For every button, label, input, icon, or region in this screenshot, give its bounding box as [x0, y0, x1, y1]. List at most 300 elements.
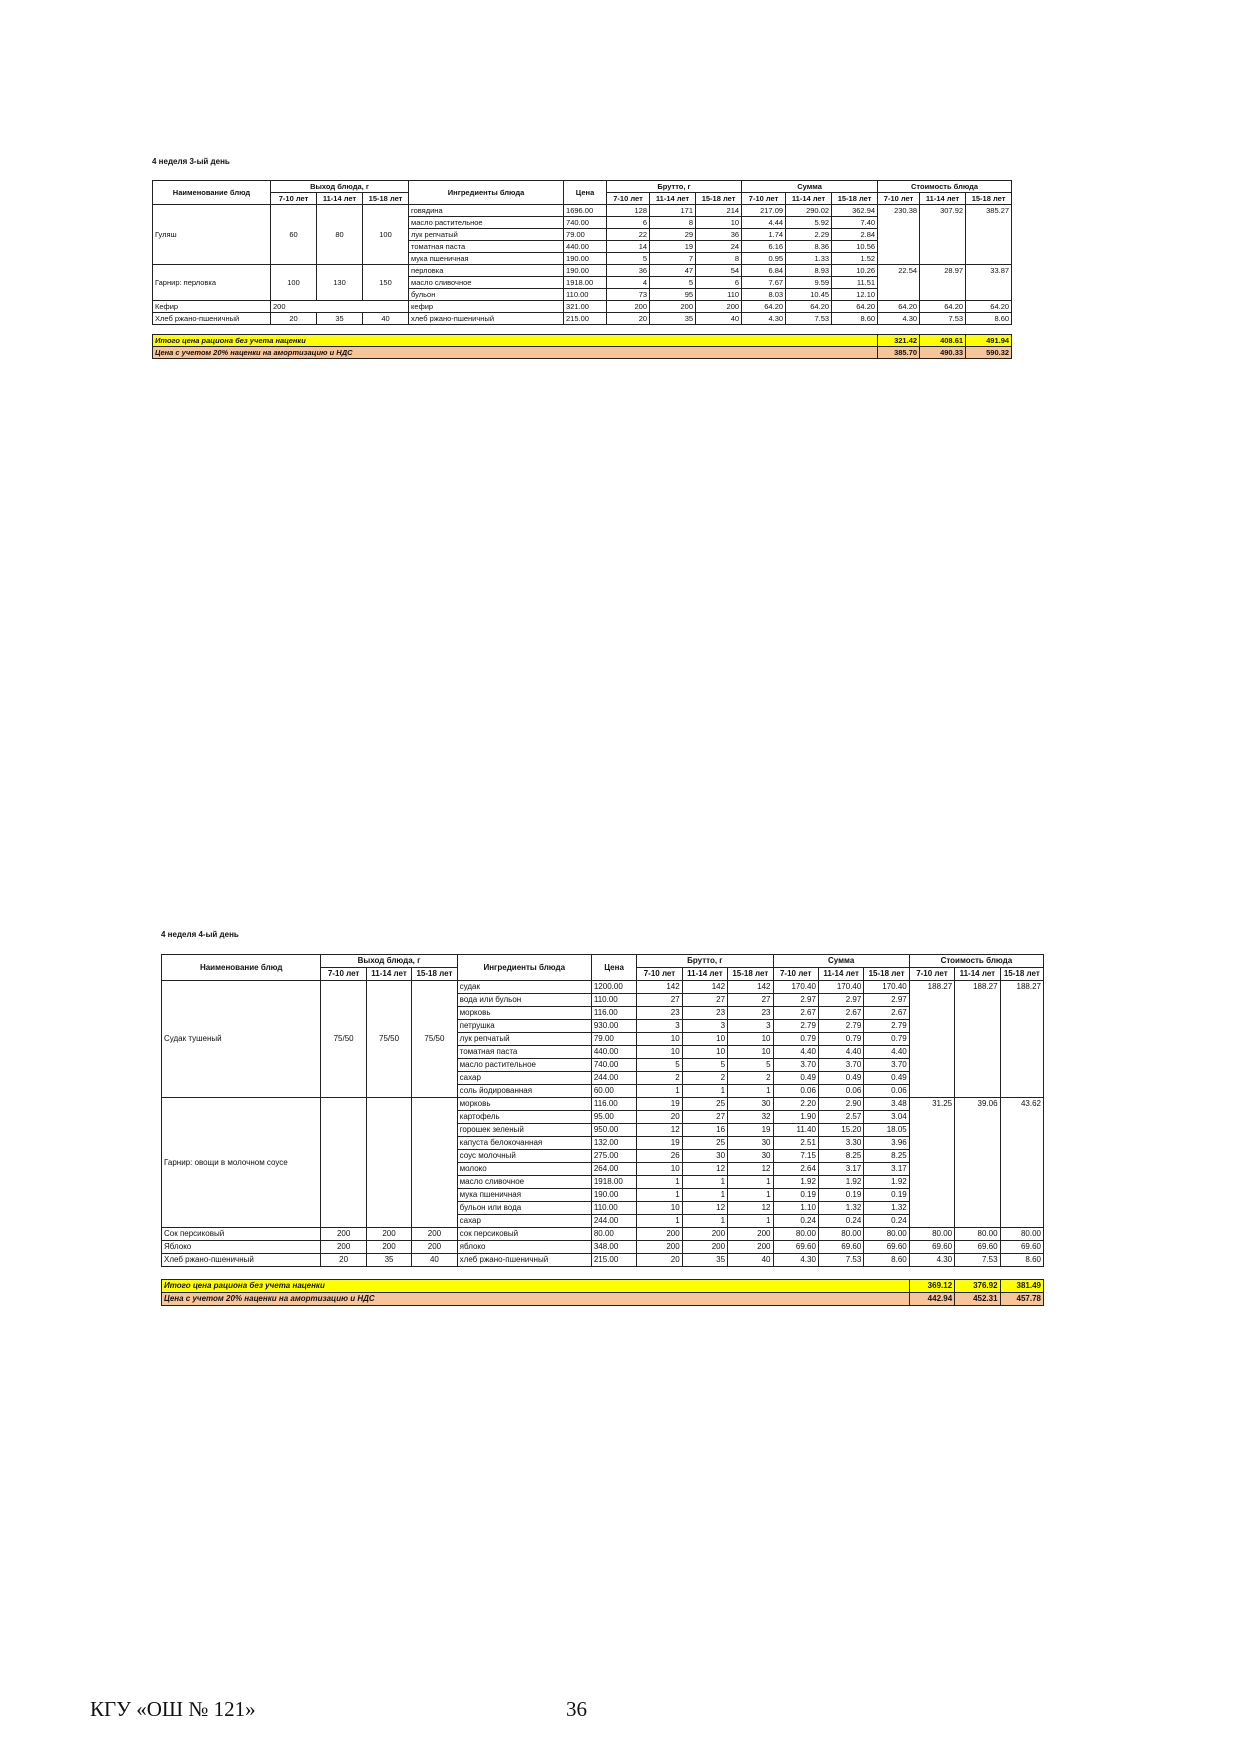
dish-cost-empty [955, 1085, 1000, 1098]
dish-cost-empty [1000, 1137, 1043, 1150]
ingredient-brutto: 200 [682, 1241, 727, 1254]
dish-cost-empty [1000, 1163, 1043, 1176]
table-row [153, 205, 1012, 217]
ingredient-brutto: 16 [682, 1124, 727, 1137]
ingredient-name: кефир [409, 301, 564, 313]
dish-cost: 31.25 [909, 1098, 954, 1111]
ingredient-brutto: 142 [682, 981, 727, 994]
table-row [153, 313, 1012, 325]
ingredient-brutto: 8 [650, 217, 696, 229]
ingredient-sum: 7.40 [832, 217, 878, 229]
ingredient-brutto: 30 [728, 1150, 773, 1163]
ingredient-sum: 3.70 [864, 1059, 909, 1072]
ingredient-price: 110.00 [591, 1202, 636, 1215]
ingredient-sum: 69.60 [773, 1241, 818, 1254]
ingredient-brutto: 5 [728, 1059, 773, 1072]
ingredient-brutto: 5 [607, 253, 650, 265]
total-value: 381.49 [1000, 1280, 1043, 1293]
dish-cost-empty [909, 1072, 954, 1085]
dish-cost: 307.92 [920, 205, 966, 217]
ingredient-brutto: 171 [650, 205, 696, 217]
header-brutto: Брутто, г [637, 955, 773, 968]
dish-output: 20 [321, 1254, 366, 1267]
ingredient-sum: 1.92 [818, 1176, 863, 1189]
table-row [162, 1241, 1044, 1254]
ingredient-price: 190.00 [564, 265, 607, 277]
ingredient-brutto: 32 [728, 1111, 773, 1124]
ingredient-brutto: 3 [728, 1020, 773, 1033]
ingredient-name: масло растительное [457, 1059, 591, 1072]
ingredient-brutto: 10 [637, 1163, 682, 1176]
ingredient-price: 116.00 [591, 1007, 636, 1020]
ingredient-brutto: 30 [728, 1137, 773, 1150]
header-age: 7-10 лет [271, 193, 317, 205]
ingredient-brutto: 1 [728, 1215, 773, 1228]
ingredient-brutto: 142 [637, 981, 682, 994]
ingredient-brutto: 27 [682, 1111, 727, 1124]
ingredient-sum: 64.20 [832, 301, 878, 313]
header-age: 15-18 лет [728, 968, 773, 981]
dish-cost-empty [909, 1163, 954, 1176]
dish-output: 80 [317, 205, 363, 265]
ingredient-sum: 290.02 [786, 205, 832, 217]
ingredient-price: 740.00 [564, 217, 607, 229]
dish-cost-empty [1000, 994, 1043, 1007]
ingredient-brutto: 1 [637, 1085, 682, 1098]
ingredient-sum: 1.32 [864, 1202, 909, 1215]
dish-cost: 28.97 [920, 265, 966, 277]
dish-cost-empty [878, 241, 920, 253]
dish-cost-empty [955, 1072, 1000, 1085]
ingredient-sum: 0.06 [818, 1085, 863, 1098]
ingredient-name: томатная паста [457, 1046, 591, 1059]
header-age: 11-14 лет [366, 968, 411, 981]
ingredient-brutto: 47 [650, 265, 696, 277]
header-age: 15-18 лет [1000, 968, 1043, 981]
dish-cost-empty [909, 994, 954, 1007]
ingredient-sum: 0.06 [773, 1085, 818, 1098]
ingredient-sum: 3.17 [818, 1163, 863, 1176]
ingredient-sum: 1.90 [773, 1111, 818, 1124]
ingredient-name: масло растительное [409, 217, 564, 229]
ingredient-name: томатная паста [409, 241, 564, 253]
ingredient-sum: 12.10 [832, 289, 878, 301]
dish-cost-empty [966, 253, 1012, 265]
dish-cost: 80.00 [955, 1228, 1000, 1241]
ingredient-brutto: 1 [637, 1189, 682, 1202]
ingredient-name: бульон или вода [457, 1202, 591, 1215]
ingredient-sum: 2.67 [818, 1007, 863, 1020]
ingredient-sum: 0.24 [864, 1215, 909, 1228]
dish-name: Гарнир: перловка [153, 265, 271, 301]
ingredient-price: 215.00 [591, 1254, 636, 1267]
dish-name: Гуляш [153, 205, 271, 265]
ingredient-sum: 0.19 [864, 1189, 909, 1202]
dish-cost: 7.53 [955, 1254, 1000, 1267]
dish-output: 200 [366, 1228, 411, 1241]
ingredient-brutto: 110 [696, 289, 742, 301]
dish-cost: 188.27 [955, 981, 1000, 994]
total-value: 408.61 [920, 335, 966, 347]
dish-output: 75/50 [412, 981, 457, 1098]
ingredient-price: 215.00 [564, 313, 607, 325]
ingredient-brutto: 19 [637, 1098, 682, 1111]
dish-name: Кефир [153, 301, 271, 313]
ingredient-brutto: 200 [728, 1241, 773, 1254]
ingredient-price: 1918.00 [591, 1176, 636, 1189]
ingredient-price: 60.00 [591, 1085, 636, 1098]
ingredient-brutto: 10 [728, 1033, 773, 1046]
ingredient-name: петрушка [457, 1020, 591, 1033]
total-value: 376.92 [955, 1280, 1000, 1293]
header-age: 15-18 лет [696, 193, 742, 205]
ingredient-sum: 170.40 [818, 981, 863, 994]
ingredient-sum: 0.49 [773, 1072, 818, 1085]
table-row [162, 1098, 1044, 1111]
total-value: 490.33 [920, 347, 966, 359]
ingredient-brutto: 214 [696, 205, 742, 217]
header-age: 15-18 лет [832, 193, 878, 205]
header-age: 7-10 лет [607, 193, 650, 205]
dish-cost-empty [1000, 1085, 1043, 1098]
ingredient-price: 116.00 [591, 1098, 636, 1111]
ingredient-brutto: 10 [696, 217, 742, 229]
ingredient-brutto: 4 [607, 277, 650, 289]
ingredient-sum: 3.70 [818, 1059, 863, 1072]
ingredient-price: 930.00 [591, 1020, 636, 1033]
header-age: 7-10 лет [909, 968, 954, 981]
dish-cost: 385.27 [966, 205, 1012, 217]
ingredient-brutto: 30 [728, 1098, 773, 1111]
dish-cost: 188.27 [909, 981, 954, 994]
dish-cost-empty [955, 1007, 1000, 1020]
header-sum: Сумма [742, 181, 878, 193]
dish-cost-empty [909, 1202, 954, 1215]
dish-cost-empty [955, 1033, 1000, 1046]
dish-cost-empty [920, 217, 966, 229]
ingredient-brutto: 73 [607, 289, 650, 301]
dish-cost: 8.60 [966, 313, 1012, 325]
ingredient-brutto: 35 [650, 313, 696, 325]
total-value: 385.70 [878, 347, 920, 359]
header-age: 11-14 лет [682, 968, 727, 981]
ingredient-sum: 9.59 [786, 277, 832, 289]
ingredient-brutto: 1 [637, 1176, 682, 1189]
ingredient-name: лук репчатый [457, 1033, 591, 1046]
ingredient-brutto: 23 [728, 1007, 773, 1020]
dish-cost-empty [966, 217, 1012, 229]
ingredient-brutto: 19 [637, 1137, 682, 1150]
ingredient-sum: 4.40 [864, 1046, 909, 1059]
dish-cost-empty [920, 289, 966, 301]
header-age: 7-10 лет [637, 968, 682, 981]
ingredient-name: капуста белокочанная [457, 1137, 591, 1150]
dish-cost-empty [955, 1189, 1000, 1202]
dish-cost: 7.53 [920, 313, 966, 325]
ingredient-sum: 4.44 [742, 217, 786, 229]
ingredient-sum: 0.49 [864, 1072, 909, 1085]
ingredient-sum: 2.57 [818, 1111, 863, 1124]
ingredient-brutto: 1 [728, 1085, 773, 1098]
ingredient-sum: 217.09 [742, 205, 786, 217]
dish-cost-empty [1000, 1046, 1043, 1059]
ingredient-sum: 1.92 [864, 1176, 909, 1189]
ingredient-brutto: 5 [682, 1059, 727, 1072]
ingredient-price: 1200.00 [591, 981, 636, 994]
dish-output: 200 [321, 1241, 366, 1254]
ingredient-price: 190.00 [591, 1189, 636, 1202]
header-row [162, 955, 1044, 968]
header-age: 11-14 лет [920, 193, 966, 205]
ingredient-brutto: 29 [650, 229, 696, 241]
ingredient-brutto: 2 [637, 1072, 682, 1085]
dish-output: 200 [366, 1241, 411, 1254]
dish-cost-empty [920, 253, 966, 265]
ingredient-price: 321.00 [564, 301, 607, 313]
ingredient-sum: 7.15 [773, 1150, 818, 1163]
ingredient-brutto: 10 [637, 1046, 682, 1059]
header-age: 11-14 лет [818, 968, 863, 981]
dish-cost-empty [909, 1150, 954, 1163]
ingredient-brutto: 23 [637, 1007, 682, 1020]
ingredient-brutto: 200 [650, 301, 696, 313]
dish-cost: 80.00 [909, 1228, 954, 1241]
dish-output: 20 [271, 313, 317, 325]
ingredient-price: 95.00 [591, 1111, 636, 1124]
total-value: 369.12 [909, 1280, 954, 1293]
dish-cost: 33.87 [966, 265, 1012, 277]
dish-output: 150 [363, 265, 409, 301]
dish-cost-empty [909, 1007, 954, 1020]
ingredient-sum: 2.84 [832, 229, 878, 241]
dish-output: 40 [363, 313, 409, 325]
ingredient-brutto: 25 [682, 1098, 727, 1111]
header-age: 15-18 лет [412, 968, 457, 981]
ingredient-price: 80.00 [591, 1228, 636, 1241]
ingredient-sum: 10.56 [832, 241, 878, 253]
ingredient-sum: 10.26 [832, 265, 878, 277]
dish-output: 100 [363, 205, 409, 265]
dish-cost-empty [1000, 1124, 1043, 1137]
ingredient-name: соус молочный [457, 1150, 591, 1163]
ingredient-brutto: 142 [728, 981, 773, 994]
dish-cost: 69.60 [1000, 1241, 1043, 1254]
ingredient-price: 440.00 [591, 1046, 636, 1059]
ingredient-sum: 0.79 [773, 1033, 818, 1046]
dish-cost-empty [878, 229, 920, 241]
total-value: 590.32 [966, 347, 1012, 359]
ingredient-brutto: 12 [682, 1202, 727, 1215]
ingredient-sum: 3.96 [864, 1137, 909, 1150]
ingredient-brutto: 6 [696, 277, 742, 289]
ingredient-brutto: 19 [728, 1124, 773, 1137]
ingredient-brutto: 24 [696, 241, 742, 253]
dish-name: Сок персиковый [162, 1228, 321, 1241]
ingredient-name: перловка [409, 265, 564, 277]
total-markup-row [162, 1293, 1044, 1306]
table-row [162, 1254, 1044, 1267]
dish-cost: 8.60 [1000, 1254, 1043, 1267]
ingredient-sum: 2.97 [864, 994, 909, 1007]
dish-cost-empty [955, 1202, 1000, 1215]
ingredient-sum: 2.79 [818, 1020, 863, 1033]
ingredient-name: говядина [409, 205, 564, 217]
ingredient-sum: 2.67 [864, 1007, 909, 1020]
ingredient-brutto: 8 [696, 253, 742, 265]
ingredient-brutto: 54 [696, 265, 742, 277]
total-label: Итого цена рациона без учета наценки [153, 335, 878, 347]
ingredient-brutto: 1 [637, 1215, 682, 1228]
ingredient-sum: 3.48 [864, 1098, 909, 1111]
table-row [162, 981, 1044, 994]
header-age: 11-14 лет [786, 193, 832, 205]
ingredient-brutto: 3 [682, 1020, 727, 1033]
ingredient-sum: 8.03 [742, 289, 786, 301]
ingredient-price: 440.00 [564, 241, 607, 253]
spacer-cell [162, 1267, 1044, 1280]
ingredient-brutto: 1 [728, 1189, 773, 1202]
total-value: 452.31 [955, 1293, 1000, 1306]
dish-cost-empty [1000, 1007, 1043, 1020]
dish-cost-empty [966, 277, 1012, 289]
ingredient-price: 132.00 [591, 1137, 636, 1150]
ingredient-name: масло сливочное [409, 277, 564, 289]
dish-cost-empty [909, 1137, 954, 1150]
dish-cost-empty [955, 994, 1000, 1007]
ingredient-sum: 80.00 [818, 1228, 863, 1241]
dish-output: 200 [412, 1228, 457, 1241]
total-value: 491.94 [966, 335, 1012, 347]
ingredient-name: лук репчатый [409, 229, 564, 241]
dish-cost-empty [909, 1124, 954, 1137]
dish-name: Гарнир: овощи в молочном соусе [162, 1098, 321, 1228]
ingredient-sum: 7.67 [742, 277, 786, 289]
ingredient-sum: 11.51 [832, 277, 878, 289]
dish-cost-empty [1000, 1150, 1043, 1163]
dish-cost-empty [878, 289, 920, 301]
ingredient-name: сок персиковый [457, 1228, 591, 1241]
ingredient-brutto: 35 [682, 1254, 727, 1267]
dish-cost: 64.20 [920, 301, 966, 313]
ingredient-brutto: 30 [682, 1150, 727, 1163]
ingredient-sum: 3.17 [864, 1163, 909, 1176]
header-age: 7-10 лет [321, 968, 366, 981]
ingredient-brutto: 36 [607, 265, 650, 277]
ingredient-sum: 4.30 [742, 313, 786, 325]
dish-cost-empty [909, 1059, 954, 1072]
ingredient-sum: 8.93 [786, 265, 832, 277]
dish-cost-empty [1000, 1033, 1043, 1046]
table-row [153, 265, 1012, 277]
ingredient-brutto: 22 [607, 229, 650, 241]
dish-cost-empty [955, 1124, 1000, 1137]
ingredient-price: 79.00 [564, 229, 607, 241]
ingredient-brutto: 200 [607, 301, 650, 313]
ingredient-sum: 0.19 [818, 1189, 863, 1202]
ingredient-sum: 6.84 [742, 265, 786, 277]
ingredient-brutto: 26 [637, 1150, 682, 1163]
dish-cost-empty [966, 229, 1012, 241]
ingredient-sum: 2.90 [818, 1098, 863, 1111]
ingredient-brutto: 12 [728, 1163, 773, 1176]
total-value: 457.78 [1000, 1293, 1043, 1306]
dish-cost-empty [966, 241, 1012, 253]
total-label: Итого цена рациона без учета наценки [162, 1280, 910, 1293]
ingredient-brutto: 1 [728, 1176, 773, 1189]
dish-cost-empty [955, 1163, 1000, 1176]
ingredient-sum: 3.70 [773, 1059, 818, 1072]
dish-cost-empty [909, 1020, 954, 1033]
ingredient-brutto: 1 [682, 1085, 727, 1098]
section-title: 4 неделя 4-ый день [161, 930, 239, 939]
ingredient-brutto: 3 [637, 1020, 682, 1033]
ingredient-brutto: 10 [637, 1033, 682, 1046]
dish-cost-empty [1000, 1202, 1043, 1215]
header-ingredients: Ингредиенты блюда [457, 955, 591, 981]
dish-output: 75/50 [321, 981, 366, 1098]
total-label: Цена с учетом 20% наценки на амортизацию и НДС [153, 347, 878, 359]
header-price: Цена [564, 181, 607, 205]
ingredient-sum: 64.20 [742, 301, 786, 313]
table-row [153, 301, 1012, 313]
ingredient-brutto: 2 [728, 1072, 773, 1085]
ingredient-brutto: 20 [637, 1254, 682, 1267]
header-ingredients: Ингредиенты блюда [409, 181, 564, 205]
ingredient-sum: 2.97 [773, 994, 818, 1007]
dish-cost-empty [909, 1215, 954, 1228]
dish-name: Судак тушеный [162, 981, 321, 1098]
dish-cost-empty [955, 1059, 1000, 1072]
ingredient-sum: 0.95 [742, 253, 786, 265]
dish-cost-empty [909, 1033, 954, 1046]
dish-cost-empty [909, 1111, 954, 1124]
header-age: 11-14 лет [650, 193, 696, 205]
ingredient-brutto: 200 [682, 1228, 727, 1241]
dish-name: Хлеб ржано-пшеничный [162, 1254, 321, 1267]
ingredient-brutto: 12 [682, 1163, 727, 1176]
ingredient-brutto: 23 [682, 1007, 727, 1020]
ingredient-price: 1918.00 [564, 277, 607, 289]
ingredient-name: вода или бульон [457, 994, 591, 1007]
total-markup-row [153, 347, 1012, 359]
ingredient-price: 244.00 [591, 1072, 636, 1085]
ingredient-sum: 69.60 [864, 1241, 909, 1254]
ingredient-sum: 4.30 [773, 1254, 818, 1267]
total-value: 321.42 [878, 335, 920, 347]
dish-name: Хлеб ржано-пшеничный [153, 313, 271, 325]
ingredient-brutto: 12 [728, 1202, 773, 1215]
ingredient-sum: 8.60 [864, 1254, 909, 1267]
ingredient-sum: 1.52 [832, 253, 878, 265]
dish-cost: 39.06 [955, 1098, 1000, 1111]
dish-output: 75/50 [366, 981, 411, 1098]
ingredient-price: 740.00 [591, 1059, 636, 1072]
menu-section-day3 [152, 157, 1010, 359]
ingredient-sum: 2.64 [773, 1163, 818, 1176]
ingredient-sum: 2.51 [773, 1137, 818, 1150]
ingredient-name: соль йодированная [457, 1085, 591, 1098]
dish-cost-empty [909, 1085, 954, 1098]
ingredient-price: 348.00 [591, 1241, 636, 1254]
ingredient-brutto: 12 [637, 1124, 682, 1137]
dish-cost-empty [955, 1046, 1000, 1059]
ingredient-sum: 2.79 [864, 1020, 909, 1033]
dish-cost-empty [955, 1111, 1000, 1124]
spacer-row [162, 1267, 1044, 1280]
ingredient-sum: 170.40 [773, 981, 818, 994]
ingredient-sum: 7.53 [818, 1254, 863, 1267]
header-dish: Наименование блюд [162, 955, 321, 981]
